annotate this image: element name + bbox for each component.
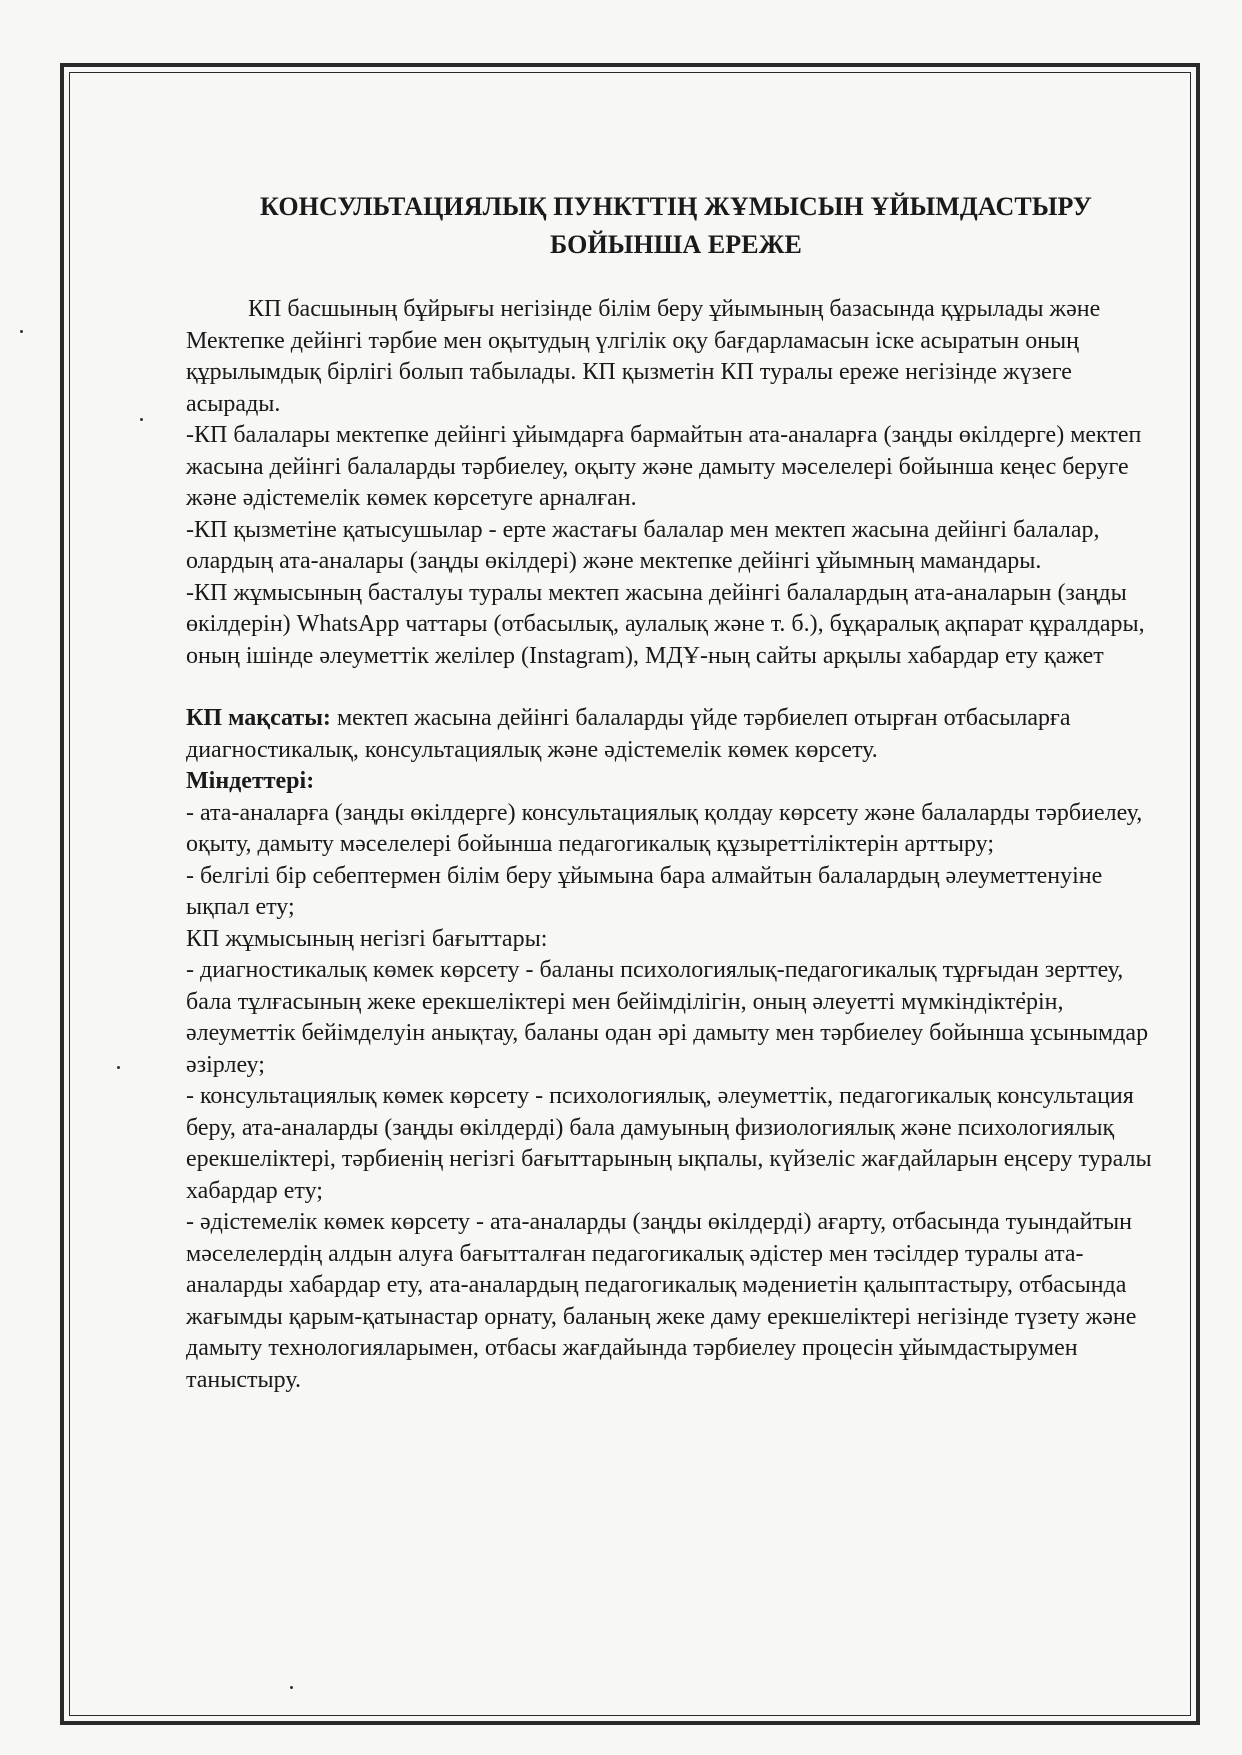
goal-text: мектеп жасына дейінгі балаларды үйде тәрбиелеп отырған отбасыларға диагностикалық, консультациялық және әдістемелік көмек көрсету. xyxy=(186,705,1071,763)
task-item: - белгілі бір себептермен білім беру ұйымына бара алмайтын балалардың әлеуметтенуіне ықпал ету; xyxy=(186,862,1103,920)
intro-item: -КП балалары мектепке дейінгі ұйымдарға бармайтын ата-аналарға (заңды өкілдерге) мектеп жасына дейінгі балаларды тәрбиелеу, оқыту және дамыту мәселелері бойынша кеңес беруге және әдістемелік көмек көрсетуге арналған. xyxy=(186,422,1142,511)
tasks-heading xyxy=(186,766,1166,798)
title-line-1: КОНСУЛЬТАЦИЯЛЫҚ ПУНКТТІҢ ЖҰМЫСЫН ҰЙЫМДАСТЫРУ xyxy=(260,192,1092,221)
tasks-label: Міндеттері: xyxy=(186,768,315,794)
task-item: - ата-аналарға (заңды өкілдерге) консультациялық қолдау көрсету және балаларды тәрбиелеу, оқыту, дамыту мәселелері бойынша педагогикалық құзыреттіліктерін арттыру; xyxy=(186,799,1143,857)
goal-label: КП мақсаты: xyxy=(186,705,331,731)
section-gap xyxy=(186,672,1166,703)
direction-item: - әдістемелік көмек көрсету - ата-аналарды (заңды өкілдерді) ағарту, отбасында туындайтын мәселелердің алдын алуға бағытталған педагогикалық әдістер мен тәсілдер туралы ата-аналарды хабардар ету, ата-аналардың педагогикалық мәдениетін қалыптастыру, отбасында жағымды қарым-қатынастар орнату, баланың жеке даму ерекшеліктері негізінде түзету және дамыту технологияларымен, отбасы жағдайында тәрбиелеу процесін ұйымдастырумен таныстыру. xyxy=(186,1209,1137,1393)
intro-item: -КП жұмысының басталуы туралы мектеп жасына дейінгі балалардың ата-аналарын (заңды өкілдерін) WhatsApp чаттары (отбасылық, аулалық және т. б.), бұқаралық ақпарат құралдары, оның ішінде әлеуметтік желілер (Instagram), МДҰ-ның сайты арқылы хабардар ету қажет xyxy=(186,579,1145,669)
direction-item: - консультациялық көмек көрсету - психологиялық, әлеуметтік, педагогикалық консультация беру, ата-аналарды (заңды өкілдерді) бала дамуының физиологиялық және психологиялық ерекшеліктері, тәрбиенің негізгі бағыттарының ықпалы, күйзеліс жағдайларын еңсеру туралы хабардар ету; xyxy=(186,1083,1152,1204)
document-title xyxy=(186,188,1166,264)
title-line-2: БОЙЫНША ЕРЕЖЕ xyxy=(550,230,802,259)
directions-heading: КП жұмысының негізгі бағыттары: xyxy=(186,925,548,952)
direction-item: - диагностикалық көмек көрсету - баланы психологиялық-педагогикалық тұрғыдан зерттеу, бала тұлғасының жеке ерекшеліктері мен бейімділігін, оның әлеуетті мүмкіндіктерін, әлеуметтік бейімделуін анықтау, баланы одан әрі дамыту мен тәрбиелеу бойынша ұсынымдар әзірлеу; xyxy=(186,957,1149,1078)
scan-speck xyxy=(290,1686,293,1689)
scan-speck xyxy=(140,418,143,421)
scan-speck xyxy=(20,330,23,333)
document-body xyxy=(186,188,1166,1396)
goal-paragraph xyxy=(186,703,1166,766)
intro-item: -КП қызметіне қатысушылар - ерте жастағы балалар мен мектеп жасына дейінгі балалар, олардың ата-аналары (заңды өкілдері) және мектепке дейінгі ұйымның мамандары. xyxy=(186,516,1100,574)
intro-paragraph: КП басшының бұйрығы негізінде білім беру ұйымының базасында құрылады және Мектепке дейінгі тәрбие мен оқытудың үлгілік оқу бағдарламасын іске асыратын оның құрылымдық бірлігі болып табылады. КП қызметін КП туралы ереже негізінде жүзеге асырады. xyxy=(186,296,1101,417)
scan-speck xyxy=(117,1066,120,1069)
